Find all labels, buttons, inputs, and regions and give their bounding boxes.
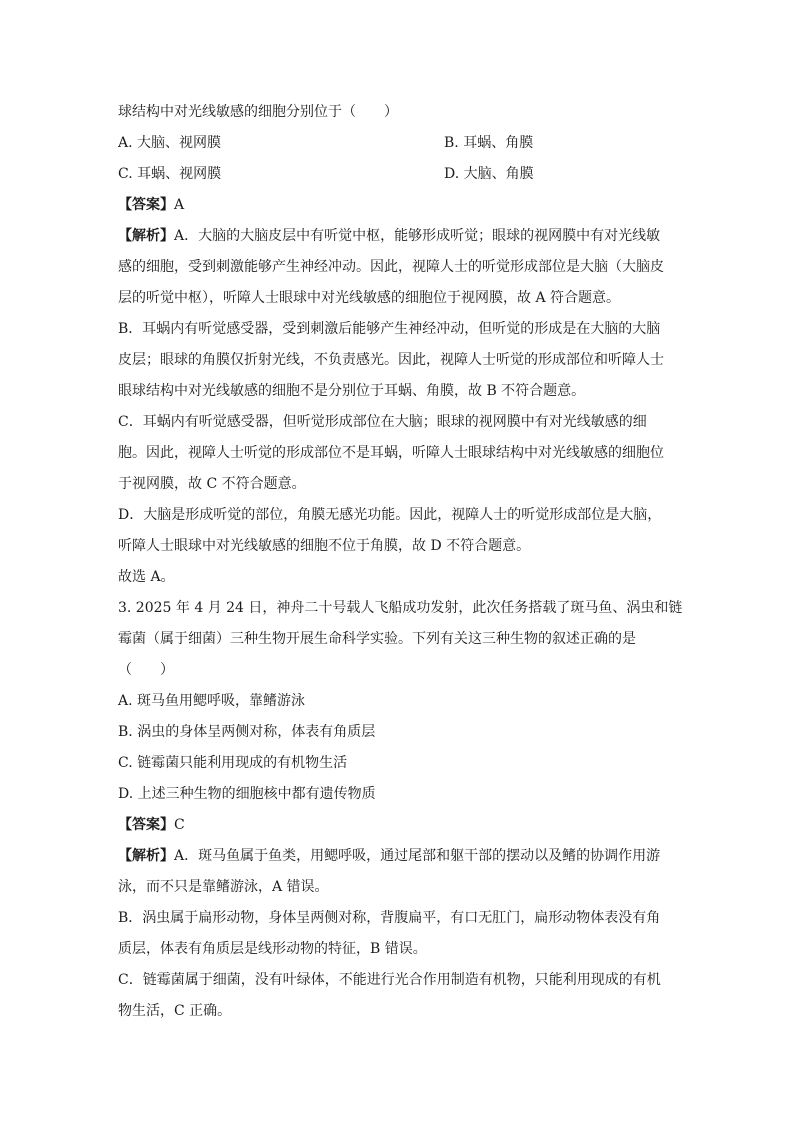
q2-option-a: A. 大脑、视网膜 xyxy=(118,135,222,151)
q3-option-d: D. 上述三种生物的细胞核中都有遗传物质 xyxy=(118,786,376,802)
q2-option-c: C. 耳蜗、视网膜 xyxy=(118,166,222,182)
q3-analysis-line xyxy=(118,846,660,866)
q2-option-b: B. 耳蜗、角膜 xyxy=(444,135,534,151)
q3-analysis-line: B．涡虫属于扁形动物，身体呈两侧对称，背腹扁平，有口无肛门，扁形动物体表没有角 xyxy=(118,910,661,926)
q3-analysis-line: 物生活，C 正确。 xyxy=(118,1003,232,1019)
question-2-stem: 球结构中对光线敏感的细胞分别位于（ ） xyxy=(118,104,398,120)
q2-analysis-text: A．大脑的大脑皮层中有听觉中枢，能够形成听觉；眼球的视网膜中有对光线敏 xyxy=(174,228,661,244)
q2-analysis-line: 层的听觉中枢），听障人士眼球中对光线敏感的细胞位于视网膜，故 A 符合题意。 xyxy=(118,290,621,306)
q2-analysis-line: B．耳蜗内有听觉感受器，受到刺激后能够产生神经冲动，但听觉的形成是在大脑的大脑 xyxy=(118,321,661,337)
question-3-stem: 3. 2025 年 4 月 24 日，神舟二十号载人飞船成功发射，此次任务搭载了斑马鱼、涡虫和链 xyxy=(118,600,683,616)
q3-answer-value: C xyxy=(174,817,185,833)
question-3-stem: 霉菌（属于细菌）三种生物开展生命科学实验。下列有关这三种生物的叙述正确的是 xyxy=(118,631,636,647)
q2-analysis-line: 听障人士眼球中对光线敏感的细胞不位于角膜，故 D 不符合题意。 xyxy=(118,538,531,554)
q2-option-d: D. 大脑、角膜 xyxy=(444,166,534,182)
question-3-stem: （ ） xyxy=(118,662,174,678)
q3-option-b: B. 涡虫的身体呈两侧对称，体表有角质层 xyxy=(118,724,376,740)
q3-analysis-line: 质层，体表有角质层是线形动物的特征，B 错误。 xyxy=(118,941,427,957)
q2-analysis-tag: 【解析】 xyxy=(118,228,174,244)
q2-analysis-line: C．耳蜗内有听觉感受器，但听觉形成部位在大脑；眼球的视网膜中有对光线敏感的细 xyxy=(118,414,647,430)
q2-analysis-line: 胞。因此，视障人士听觉的形成部位不是耳蜗，听障人士眼球结构中对光线敏感的细胞位 xyxy=(118,445,664,461)
q3-answer-tag: 【答案】 xyxy=(118,817,174,833)
q3-option-c: C. 链霉菌只能利用现成的有机物生活 xyxy=(118,755,348,771)
q3-answer-line xyxy=(118,815,185,835)
q2-answer-line xyxy=(118,195,184,215)
q2-analysis-line: 眼球结构中对光线敏感的细胞不是分别位于耳蜗、角膜，故 B 不符合题意。 xyxy=(118,383,586,399)
q3-analysis-tag: 【解析】 xyxy=(118,848,174,864)
q3-analysis-text: A．斑马鱼属于鱼类，用鳃呼吸，通过尾部和躯干部的摆动以及鳍的协调作用游 xyxy=(174,848,661,864)
q2-answer-tag: 【答案】 xyxy=(118,197,174,213)
q2-analysis-line: 感的细胞，受到刺激能够产生神经冲动。因此，视障人士的听觉形成部位是大脑（大脑皮 xyxy=(118,259,664,275)
q3-option-a: A. 斑马鱼用鳃呼吸，靠鳍游泳 xyxy=(118,693,306,709)
q2-analysis-line: 皮层；眼球的角膜仅折射光线，不负责感光。因此，视障人士听觉的形成部位和听障人士 xyxy=(118,352,664,368)
q2-analysis-line: 于视网膜，故 C 不符合题意。 xyxy=(118,476,306,492)
q3-analysis-line: 泳，而不只是靠鳍游泳，A 错误。 xyxy=(118,879,329,895)
q2-answer-value: A xyxy=(174,197,185,213)
q2-analysis-line xyxy=(118,226,660,246)
q2-analysis-line: D．大脑是形成听觉的部位，角膜无感光功能。因此，视障人士的听觉形成部位是大脑， xyxy=(118,507,662,523)
q3-analysis-line: C．链霉菌属于细菌，没有叶绿体，不能进行光合作用制造有机物，只能利用现成的有机 xyxy=(118,972,661,988)
q2-conclusion: 故选 A。 xyxy=(118,569,175,585)
